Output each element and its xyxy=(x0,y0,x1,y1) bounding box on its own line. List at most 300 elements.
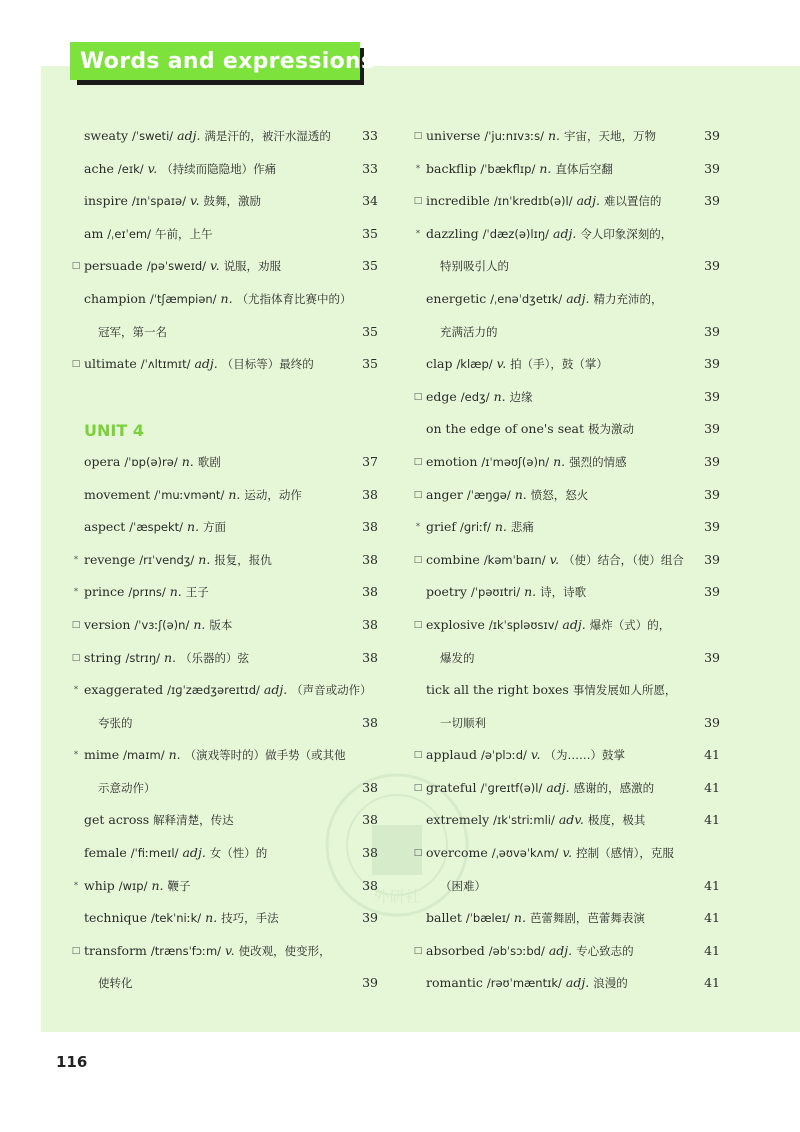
chinese-definition: 极度，极其 xyxy=(587,813,646,828)
vocab-entry xyxy=(412,153,720,186)
phonetic: /ˈsweti/ xyxy=(132,129,174,143)
phonetic: /tekˈniːk/ xyxy=(150,911,202,926)
entry-text xyxy=(440,870,486,903)
box-marker: □ xyxy=(71,945,81,956)
part-of-speech: adj. xyxy=(177,128,201,143)
headword: ultimate xyxy=(84,356,137,372)
vocab-entry xyxy=(70,185,378,218)
page-reference: 35 xyxy=(362,356,378,372)
chinese-definition: 技巧，手法 xyxy=(221,911,279,926)
vocab-entry xyxy=(412,120,720,153)
page-reference: 39 xyxy=(704,649,720,665)
phonetic: /pəˈsweɪd/ xyxy=(146,259,207,274)
vocab-entry xyxy=(70,837,378,870)
headword: whip xyxy=(84,877,115,893)
headword: inspire xyxy=(84,193,128,209)
box-marker: □ xyxy=(413,848,423,859)
vocab-entry xyxy=(70,544,378,577)
vocab-entry xyxy=(412,185,720,218)
headword: transform xyxy=(84,942,147,958)
entry-text xyxy=(426,413,634,446)
page-reference: 38 xyxy=(362,877,378,893)
page-reference: 39 xyxy=(704,128,720,143)
entry-text xyxy=(84,804,234,837)
page-reference: 35 xyxy=(362,258,378,274)
headword: champion xyxy=(84,290,146,306)
part-of-speech: n. xyxy=(168,747,181,763)
headword: on the edge of one's seat xyxy=(426,421,584,437)
chinese-definition: 方面 xyxy=(203,520,227,535)
chinese-definition: （演戏等时的）做手势（或其他 xyxy=(184,748,346,763)
vocab-entry-continuation xyxy=(70,967,378,1000)
page-reference: 38 xyxy=(362,616,378,632)
entry-text xyxy=(440,642,475,675)
page-reference: 38 xyxy=(362,551,378,567)
headword: emotion xyxy=(426,453,478,469)
part-of-speech: v. xyxy=(530,747,541,763)
chinese-definition: 解释清楚，传达 xyxy=(153,813,234,828)
page-reference: 39 xyxy=(704,323,720,339)
vocab-entry xyxy=(412,576,720,609)
page-reference: 37 xyxy=(362,453,378,469)
chinese-definition: 难以置信的 xyxy=(603,194,662,209)
entry-text xyxy=(98,316,167,349)
part-of-speech: adj. xyxy=(182,845,206,861)
entry-text xyxy=(84,218,212,251)
vocab-entry xyxy=(70,153,378,186)
phonetic: /ˈɡreɪtf(ə)l/ xyxy=(480,780,543,795)
chinese-definition: （乐器的）弦 xyxy=(180,650,249,665)
headword: edge xyxy=(426,388,457,404)
phonetic: /ˈæŋɡə/ xyxy=(466,487,511,502)
entry-text xyxy=(440,250,509,283)
asterisk-marker: * xyxy=(73,587,79,598)
page-reference: 35 xyxy=(362,323,378,339)
asterisk-marker: * xyxy=(415,163,421,174)
headword: applaud xyxy=(426,747,477,763)
headword: grateful xyxy=(426,779,477,795)
asterisk-marker: * xyxy=(415,522,421,533)
chinese-definition: 鼓舞，激励 xyxy=(203,194,262,209)
part-of-speech: n. xyxy=(514,486,527,502)
part-of-speech: v. xyxy=(549,551,560,567)
entry-text xyxy=(426,511,534,544)
part-of-speech: adj. xyxy=(546,779,570,795)
chinese-definition: 使改观，使变形， xyxy=(238,943,331,958)
part-of-speech: n. xyxy=(513,910,526,926)
phonetic: /rəʊˈmæntɪk/ xyxy=(486,976,562,991)
watermark-text: 外研社 xyxy=(372,887,422,906)
vocab-entry xyxy=(412,413,720,446)
entry-text xyxy=(426,120,656,153)
entry-text xyxy=(84,511,226,544)
chinese-definition: （使）结合，（使）组合 xyxy=(563,552,684,567)
chinese-definition: 歌剧 xyxy=(197,454,221,469)
entry-text xyxy=(426,739,625,772)
entry-text xyxy=(426,576,586,609)
unit-heading-row xyxy=(70,413,378,446)
part-of-speech: adj. xyxy=(566,290,590,306)
chinese-definition: 特别吸引人的 xyxy=(440,259,509,274)
part-of-speech: n. xyxy=(205,910,218,926)
chinese-definition: 示意动作） xyxy=(98,780,156,795)
page-reference: 41 xyxy=(704,942,720,958)
page-reference: 39 xyxy=(704,160,720,176)
vocab-entry xyxy=(412,967,720,1000)
page-reference: 39 xyxy=(704,714,720,730)
headword: dazzling xyxy=(426,225,479,241)
box-marker: □ xyxy=(413,391,423,402)
right-column xyxy=(412,120,720,1000)
vocab-entry xyxy=(412,935,720,968)
headword: romantic xyxy=(426,975,483,991)
headword: incredible xyxy=(426,193,490,209)
part-of-speech: n. xyxy=(220,290,233,306)
box-marker: □ xyxy=(71,619,81,630)
part-of-speech: adj. xyxy=(565,975,590,991)
headword: get across xyxy=(84,812,150,828)
phonetic: /edʒ/ xyxy=(460,389,490,404)
spacer xyxy=(70,381,378,414)
part-of-speech: n. xyxy=(493,388,506,404)
headword: mime xyxy=(84,747,120,763)
chinese-definition: 冠军，第一名 xyxy=(98,324,167,339)
vocab-entry xyxy=(70,446,378,479)
entry-text xyxy=(426,935,634,968)
part-of-speech: adj. xyxy=(576,193,600,209)
chinese-definition: 感谢的，感激的 xyxy=(573,780,655,795)
headword: grief xyxy=(426,519,456,535)
entry-text xyxy=(426,479,588,512)
part-of-speech: adj. xyxy=(548,942,573,958)
entry-text xyxy=(84,185,261,218)
vocab-entry xyxy=(70,642,378,675)
vocab-entry xyxy=(70,250,378,283)
headword: version xyxy=(84,616,131,632)
vocab-entry xyxy=(412,804,720,837)
vocab-entry xyxy=(70,935,378,968)
vocab-entry xyxy=(412,283,720,316)
vocab-entry-continuation xyxy=(70,707,378,740)
headword: clap xyxy=(426,356,453,372)
headword: persuade xyxy=(84,258,143,274)
phonetic: /prɪns/ xyxy=(128,585,166,600)
vocab-entry-continuation xyxy=(412,642,720,675)
phonetic: /ˈmuːvmənt/ xyxy=(154,487,225,502)
box-marker: □ xyxy=(413,131,423,141)
vocab-entry xyxy=(412,837,720,870)
headword: overcome xyxy=(426,845,488,861)
entry-text xyxy=(84,609,232,642)
vocab-entry xyxy=(412,739,720,772)
headword: backflip xyxy=(426,160,477,176)
chinese-definition: 极为激动 xyxy=(587,422,634,437)
box-marker: □ xyxy=(413,750,423,761)
entry-text xyxy=(426,804,645,837)
phonetic: /maɪm/ xyxy=(123,748,165,763)
part-of-speech: n. xyxy=(547,128,560,143)
entry-text xyxy=(84,283,352,316)
page-reference: 39 xyxy=(362,975,378,991)
box-marker: □ xyxy=(413,196,423,207)
page-reference: 39 xyxy=(704,519,720,535)
chinese-definition: 令人印象深刻的， xyxy=(580,226,673,241)
headword: ballet xyxy=(426,910,462,926)
entry-text xyxy=(84,837,267,870)
vocab-entry xyxy=(70,511,378,544)
entry-text xyxy=(84,544,272,577)
chinese-definition: 女（性）的 xyxy=(209,846,268,861)
vocab-entry-continuation xyxy=(70,772,378,805)
part-of-speech: n. xyxy=(151,877,164,893)
part-of-speech: adj. xyxy=(553,225,577,241)
vocab-entry xyxy=(70,348,378,381)
vocab-entry xyxy=(412,544,720,577)
headword: string xyxy=(84,649,122,665)
phonetic: /ɪnˈspaɪə/ xyxy=(131,194,186,209)
phonetic: /rɪˈvendʒ/ xyxy=(139,552,195,567)
phonetic: /ˌəʊvəˈkʌm/ xyxy=(491,846,559,861)
headword: prince xyxy=(84,584,125,600)
page-reference: 41 xyxy=(704,812,720,828)
page-reference: 39 xyxy=(704,486,720,502)
phonetic: /klæp/ xyxy=(456,357,493,372)
chinese-definition: 边缘 xyxy=(509,389,533,404)
phonetic: /strɪŋ/ xyxy=(125,650,160,665)
box-marker: □ xyxy=(413,782,423,793)
chinese-definition: 使转化 xyxy=(98,976,133,991)
entry-text xyxy=(426,967,628,1000)
vocab-entry xyxy=(70,870,378,903)
phonetic: /ˈpəʊɪtri/ xyxy=(470,585,521,600)
entry-text xyxy=(426,381,533,414)
part-of-speech: n. xyxy=(494,519,507,535)
entry-text xyxy=(84,479,302,512)
asterisk-marker: * xyxy=(73,880,79,891)
entry-text xyxy=(98,772,156,805)
page-reference: 39 xyxy=(362,910,378,926)
part-of-speech: n. xyxy=(524,584,537,600)
vocab-entry xyxy=(70,902,378,935)
entry-text xyxy=(426,837,674,870)
headword: movement xyxy=(84,486,151,502)
vocab-entry xyxy=(70,479,378,512)
vocab-entry xyxy=(412,674,720,707)
box-marker: □ xyxy=(413,489,423,500)
vocab-entry xyxy=(412,446,720,479)
entry-text xyxy=(84,250,281,283)
entry-text xyxy=(426,674,676,707)
vocab-entry xyxy=(70,576,378,609)
phonetic: /ɪkˈspləʊsɪv/ xyxy=(488,617,559,632)
phonetic: /ˈbækflɪp/ xyxy=(480,161,536,176)
phonetic: /eɪk/ xyxy=(117,161,144,176)
page-reference: 39 xyxy=(704,551,720,567)
page-reference: 38 xyxy=(362,812,378,828)
phonetic: /ˈvɜːʃ(ə)n/ xyxy=(134,617,190,632)
section-header xyxy=(70,42,375,80)
headword: absorbed xyxy=(426,942,485,958)
entry-text xyxy=(440,707,486,740)
page-reference: 41 xyxy=(704,910,720,926)
page-reference: 41 xyxy=(704,747,720,763)
phonetic: /əbˈsɔːbd/ xyxy=(488,943,545,958)
part-of-speech: n. xyxy=(198,551,211,567)
chinese-definition: 愤怒，怒火 xyxy=(530,487,589,502)
entry-text xyxy=(84,348,314,381)
chinese-definition: 鞭子 xyxy=(167,878,191,893)
page-reference: 39 xyxy=(704,388,720,404)
chinese-definition: 浪漫的 xyxy=(593,976,628,991)
phonetic: /ɪkˈstriːmli/ xyxy=(493,813,555,828)
box-marker: □ xyxy=(413,554,423,565)
phonetic: /ɪɡˈzædʒəreɪtɪd/ xyxy=(167,683,260,698)
headword: universe xyxy=(426,128,481,143)
entry-text xyxy=(84,642,249,675)
chinese-definition: 充满活力的 xyxy=(440,324,498,339)
entry-text xyxy=(426,218,672,251)
headword: explosive xyxy=(426,616,485,632)
entry-text xyxy=(426,446,627,479)
box-marker: □ xyxy=(71,261,81,272)
page-reference: 33 xyxy=(362,160,378,176)
chinese-definition: 拍（手），鼓（掌） xyxy=(510,357,608,372)
chinese-definition: 诗，诗歌 xyxy=(540,585,587,600)
phonetic: /ˈæspekt/ xyxy=(129,520,184,535)
vocab-entry-continuation xyxy=(412,316,720,349)
vocab-entry xyxy=(70,804,378,837)
part-of-speech: adj. xyxy=(562,616,586,632)
part-of-speech: v. xyxy=(210,258,220,274)
headword: extremely xyxy=(426,812,490,828)
page-reference: 39 xyxy=(704,356,720,372)
phonetic: /ˈbæleɪ/ xyxy=(465,911,510,926)
chinese-definition: 满是汗的，被汗水湿透的 xyxy=(204,129,331,143)
headword: am xyxy=(84,225,104,241)
headword: anger xyxy=(426,486,463,502)
page-reference: 39 xyxy=(704,584,720,600)
box-marker: □ xyxy=(71,359,81,370)
entry-text xyxy=(440,316,498,349)
headword: combine xyxy=(426,551,480,567)
phonetic: /ˈfiːmeɪl/ xyxy=(130,846,179,861)
section-title: Words and expressions xyxy=(80,48,375,74)
chinese-definition: 说服，劝服 xyxy=(223,259,282,274)
phonetic: /ɪˈməʊʃ(ə)n/ xyxy=(481,454,550,469)
vocab-entry xyxy=(412,511,720,544)
chinese-definition: 爆炸（式）的， xyxy=(589,617,671,632)
page-reference: 41 xyxy=(704,779,720,795)
page-reference: 38 xyxy=(362,845,378,861)
headword: energetic xyxy=(426,290,487,306)
part-of-speech: n. xyxy=(193,616,206,632)
page-reference: 38 xyxy=(362,519,378,535)
chinese-definition: 王子 xyxy=(185,585,209,600)
chinese-definition: 精力充沛的， xyxy=(593,291,663,306)
part-of-speech: v. xyxy=(496,356,507,372)
box-marker: □ xyxy=(413,456,423,467)
page-reference: 38 xyxy=(362,649,378,665)
entry-text xyxy=(84,153,276,186)
entry-text xyxy=(426,283,663,316)
entry-text xyxy=(84,902,279,935)
entry-text xyxy=(84,935,331,968)
headword: aspect xyxy=(84,519,126,535)
chinese-definition: 宇宙，天地，万物 xyxy=(563,129,656,143)
part-of-speech: n. xyxy=(553,453,566,469)
phonetic: /ˈʌltɪmɪt/ xyxy=(140,357,191,372)
page-reference: 35 xyxy=(362,225,378,241)
chinese-definition: （困难） xyxy=(440,878,486,893)
phonetic: /ɡriːf/ xyxy=(459,520,491,535)
phonetic: /trænsˈfɔːm/ xyxy=(150,943,222,958)
entry-text xyxy=(98,967,133,1000)
chinese-definition: 爆发的 xyxy=(440,650,475,665)
page-reference: 38 xyxy=(362,584,378,600)
chinese-definition: 午前，上午 xyxy=(154,226,213,241)
chinese-definition: 事情发展如人所愿， xyxy=(572,683,677,698)
entry-text xyxy=(84,120,331,153)
chinese-definition: 报复，报仇 xyxy=(214,552,272,567)
entry-text xyxy=(84,739,346,772)
phonetic: /ɪnˈkredɪb(ə)l/ xyxy=(493,194,573,209)
asterisk-marker: * xyxy=(73,554,79,565)
entry-text xyxy=(84,576,209,609)
unit-heading: UNIT 4 xyxy=(84,421,144,441)
chinese-definition: （目标等）最终的 xyxy=(221,357,314,372)
headword: exaggerated xyxy=(84,682,164,698)
part-of-speech: n. xyxy=(169,584,182,600)
phonetic: /əˈplɔːd/ xyxy=(480,748,527,763)
vocab-entry xyxy=(412,218,720,251)
chinese-definition: 一切顺利 xyxy=(440,715,486,730)
page-reference: 38 xyxy=(362,486,378,502)
page-reference: 34 xyxy=(362,193,378,209)
box-marker: □ xyxy=(413,945,423,956)
headword: opera xyxy=(84,453,121,469)
chinese-definition: 专心致志的 xyxy=(576,943,634,958)
entry-text xyxy=(426,902,645,935)
asterisk-marker: * xyxy=(415,228,421,239)
headword: revenge xyxy=(84,551,136,567)
entry-text xyxy=(98,707,133,740)
vocab-entry xyxy=(70,283,378,316)
entry-text xyxy=(426,153,613,186)
chinese-definition: （为……）鼓掌 xyxy=(544,748,625,763)
entry-text xyxy=(426,772,654,805)
page-reference: 38 xyxy=(362,714,378,730)
entry-text xyxy=(84,446,221,479)
phonetic: /wɪp/ xyxy=(118,878,148,893)
box-marker: □ xyxy=(71,652,81,663)
page-reference: 39 xyxy=(704,453,720,469)
entry-text xyxy=(84,870,190,903)
part-of-speech: adj. xyxy=(194,356,218,372)
vocab-entry xyxy=(412,479,720,512)
part-of-speech: n. xyxy=(228,486,241,502)
headword: technique xyxy=(84,910,147,926)
chinese-definition: 芭蕾舞剧，芭蕾舞表演 xyxy=(529,911,645,926)
phonetic: /ˌeɪˈem/ xyxy=(107,226,151,241)
chinese-definition: 版本 xyxy=(209,617,233,632)
vocab-entry xyxy=(412,902,720,935)
chinese-definition: 控制（感情），克服 xyxy=(576,846,674,861)
vocab-entry xyxy=(70,218,378,251)
page-reference: 41 xyxy=(704,975,720,991)
vocab-entry xyxy=(412,609,720,642)
headword: poetry xyxy=(426,584,467,600)
entry-text xyxy=(84,674,372,707)
